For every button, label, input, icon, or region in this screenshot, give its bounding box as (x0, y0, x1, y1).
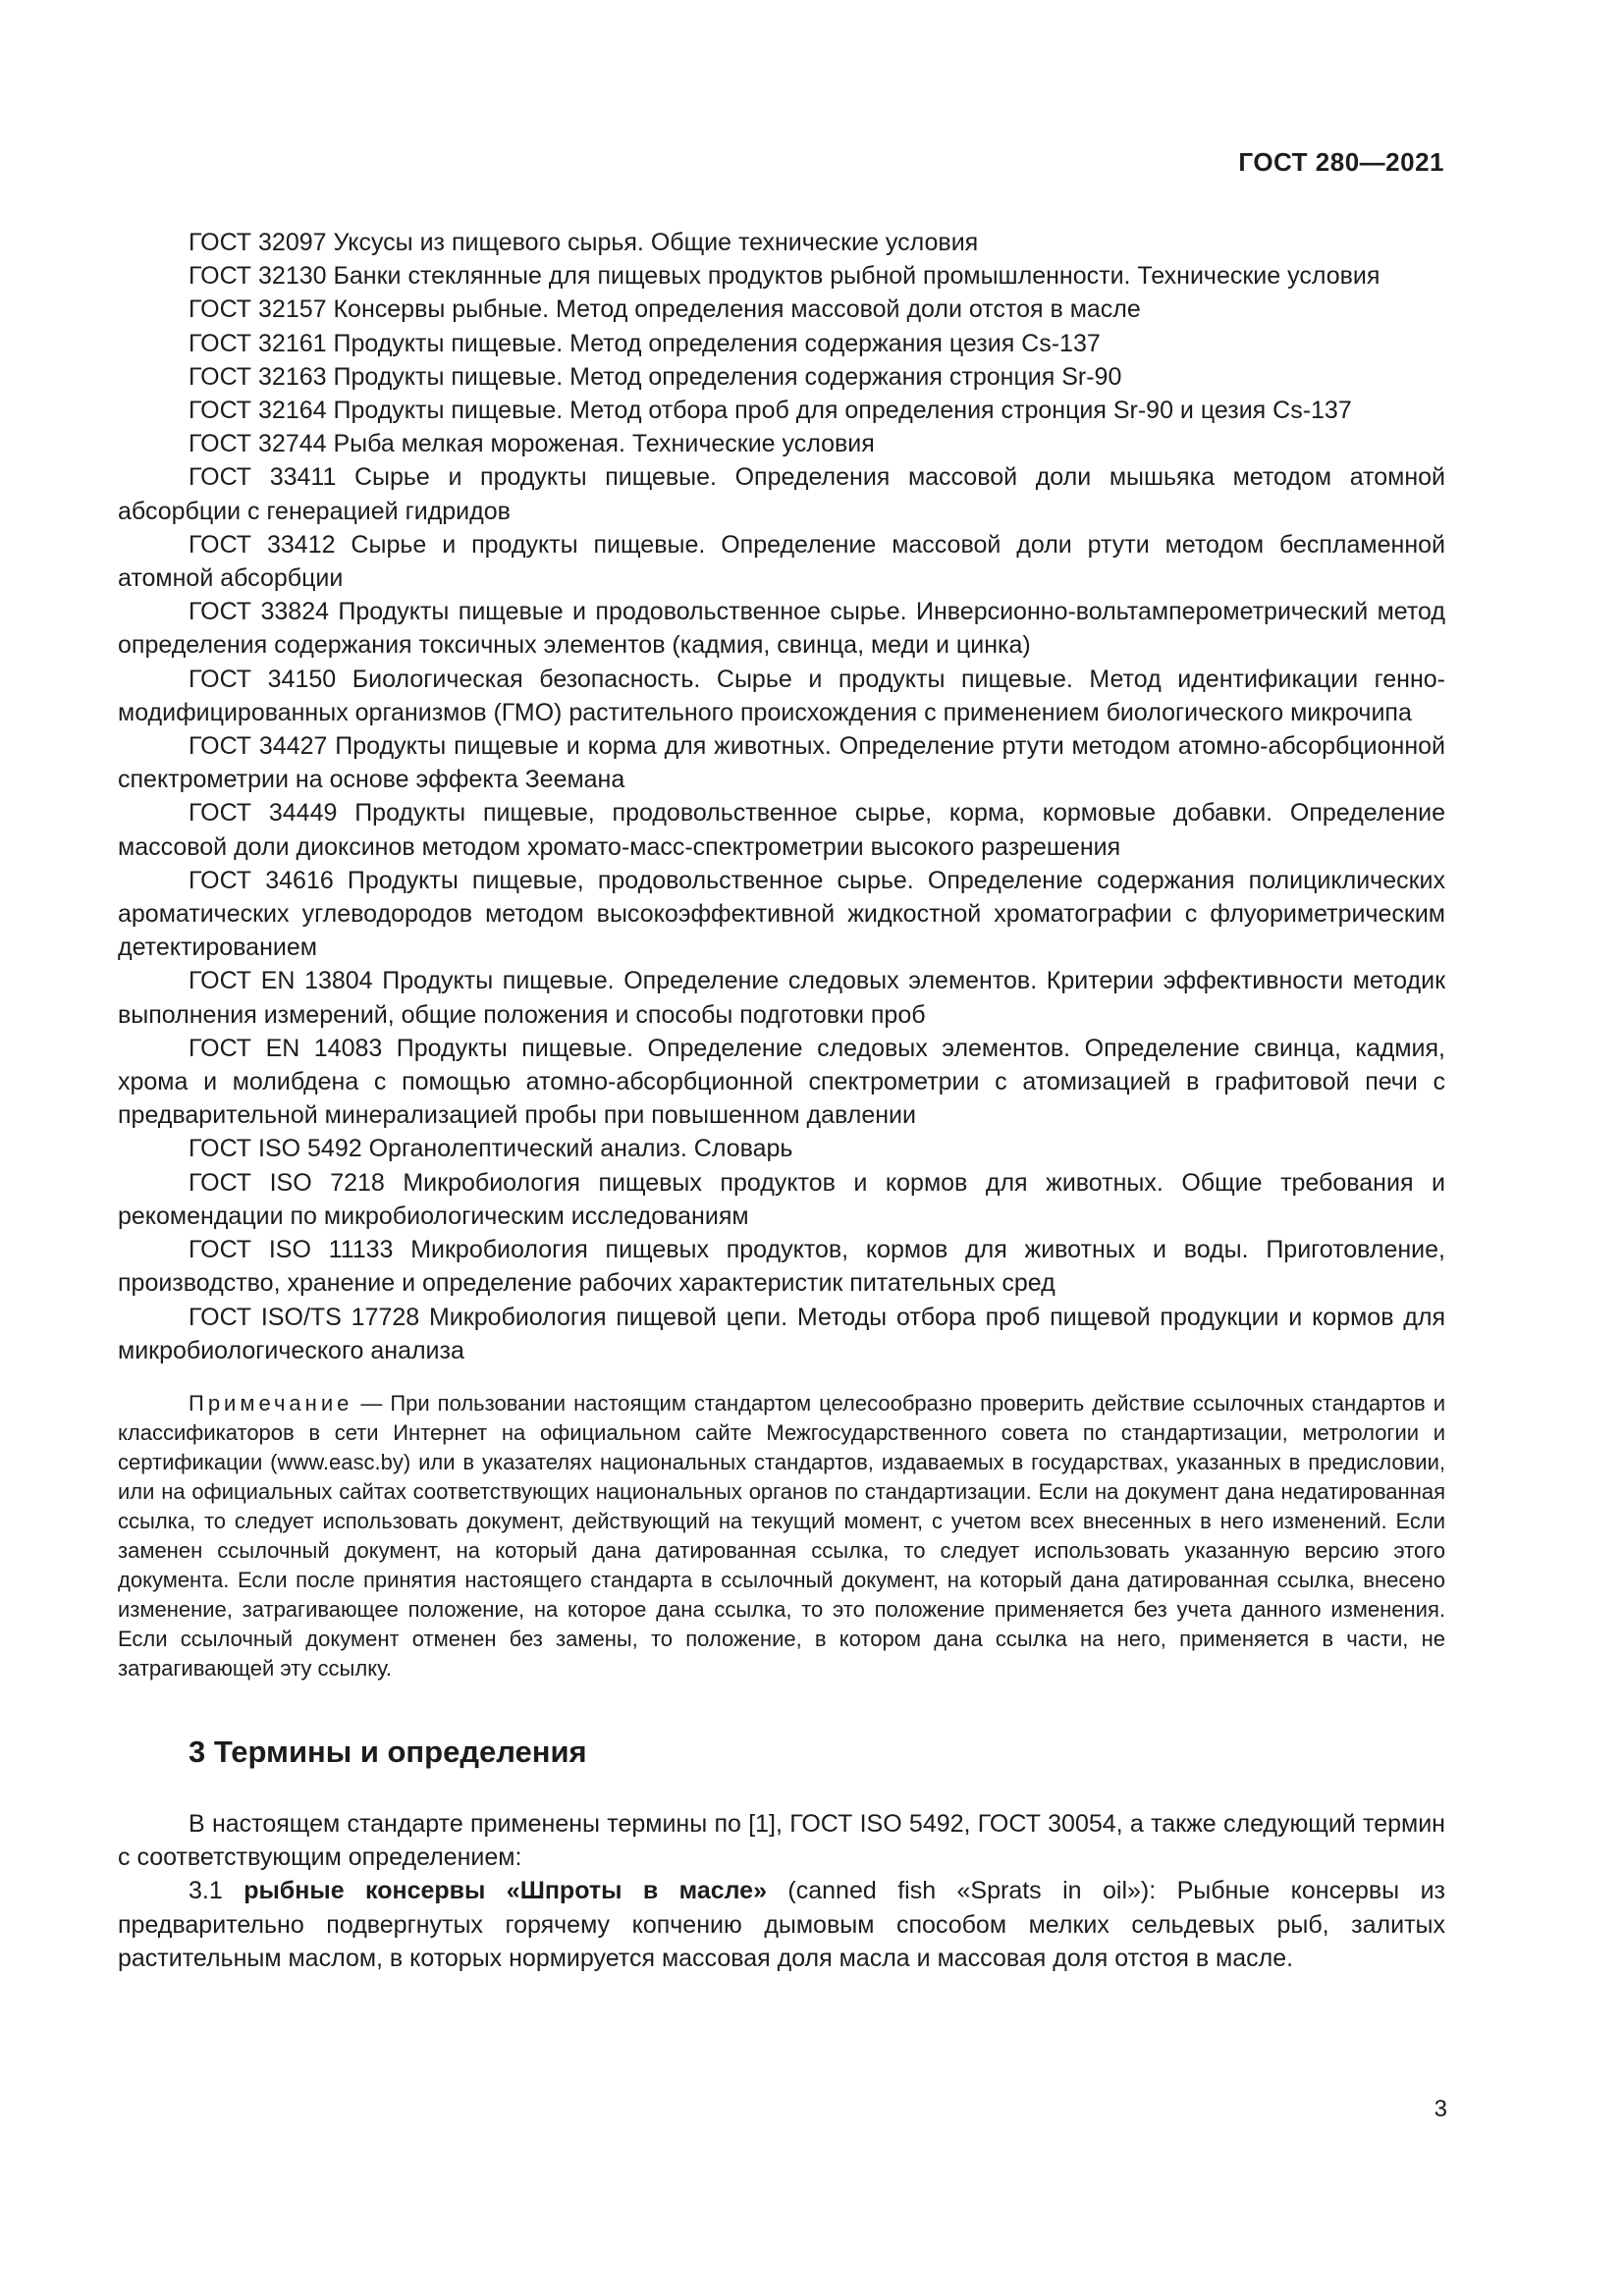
note-label: Примечание (189, 1390, 353, 1415)
page-number: 3 (1434, 2096, 1447, 2122)
terms-intro: В настоящем стандарте применены термины по [1], ГОСТ ISO 5492, ГОСТ 30054, а также следующий термин с соответствующим определением: (118, 1809, 1445, 1872)
reference-item: ГОСТ 32163 Продукты пищевые. Метод определения содержания стронция Sr-90 (189, 362, 1122, 391)
term-name: рыбные консервы «Шпроты в масле» (244, 1877, 767, 1905)
reference-item: ГОСТ 32157 Консервы рыбные. Метод определения массовой доли отстоя в масле (189, 295, 1141, 324)
reference-item: ГОСТ ISO/TS 17728 Микробиология пищевой цепи. Методы отбора проб пищевой продукции и кормов для микробиологического анализа (118, 1303, 1445, 1364)
reference-item: ГОСТ 32161 Продукты пищевые. Метод определения содержания цезия Cs-137 (189, 329, 1101, 357)
reference-item: ГОСТ 32744 Рыба мелкая мороженая. Технические условия (189, 430, 875, 458)
note-paragraph (118, 1389, 1445, 1683)
note-text: — При пользовании настоящим стандартом целесообразно проверить действие ссылочных стандартов и классификаторов в сети Интернет на официальном сайте Межгосударственного совета по стандартизации, метрологии и сертификации (www.easc.by) или в указателях национальных стандартов, издаваемых в государствах, указанных в предисловии, или на официальных сайтах соответствующих национальных органов по стандартизации. Если на документ дана недатированная ссылка, то следует использовать документ, действующий на текущий момент, с учетом всех внесенных в него изменений. Если заменен ссылочный документ, на который дана датированная ссылка, то следует использовать указанную версию этого документа. Если после принятия настоящего стандарта в ссылочный документ, на который дана датированная ссылка, внесено изменение, затрагивающее положение, на которое дана ссылка, то это положение применяется без учета данного изменения. Если ссылочный документ отменен без замены, то положение, в котором дана ссылка на него, применяется в части, не затрагивающей эту ссылку. (118, 1390, 1445, 1681)
reference-item: ГОСТ 32130 Банки стеклянные для пищевых продуктов рыбной промышленности. Технические условия (189, 262, 1380, 291)
term-number: 3.1 (189, 1877, 244, 1905)
term-english: (canned fish «Sprats in oil») (767, 1877, 1150, 1905)
term-definition: : Рыбные консервы из предварительно подвергнутых горячему копчению дымовым способом мелких сельдевых рыб, залитых растительным маслом, в которых нормируется массовая доля масла и массовая доля отстоя в масле. (118, 1877, 1446, 1972)
term-entry (118, 1874, 1445, 1975)
reference-item: ГОСТ 32164 Продукты пищевые. Метод отбора проб для определения стронция Sr-90 и цезия Cs-137 (189, 397, 1352, 425)
terms-section-body (118, 1807, 1445, 1975)
reference-item: ГОСТ 34427 Продукты пищевые и корма для животных. Определение ртути методом атомно-абсорбционной спектрометрии на основе эффекта Зеемана (118, 732, 1445, 794)
reference-item: ГОСТ EN 13804 Продукты пищевые. Определение следовых элементов. Критерии эффективности методик выполнения измерений, общие положения и способы подготовки проб (118, 967, 1445, 1029)
reference-item: ГОСТ 33412 Сырье и продукты пищевые. Определение массовой доли ртути методом беспламенной атомной абсорбции (118, 530, 1445, 593)
reference-item: ГОСТ ISO 11133 Микробиология пищевых продуктов, кормов для животных и воды. Приготовление, производство, хранение и определение рабочих характеристик питательных сред (118, 1236, 1445, 1298)
section-title: 3 Термины и определения (189, 1734, 587, 1769)
reference-item: ГОСТ ISO 7218 Микробиология пищевых продуктов и кормов для животных. Общие требования и рекомендации по микробиологическим исследованиям (118, 1168, 1445, 1230)
reference-item: ГОСТ 34616 Продукты пищевые, продовольственное сырье. Определение содержания полициклических ароматических углеводородов методом высокоэффективной жидкостной хроматографии с флуориметрическим детектированием (118, 866, 1445, 962)
page-content (118, 226, 1445, 1975)
normative-references-list (118, 226, 1445, 1367)
reference-item: ГОСТ 33824 Продукты пищевые и продовольственное сырье. Инверсионно-вольтамперометрический метод определения содержания токсичных элементов (кадмия, свинца, меди и цинка) (118, 598, 1445, 660)
document-header-id: ГОСТ 280—2021 (1238, 147, 1444, 177)
reference-item: ГОСТ ISO 5492 Органолептический анализ. Словарь (189, 1135, 793, 1163)
reference-item: ГОСТ 34449 Продукты пищевые, продовольственное сырье, корма, кормовые добавки. Определение массовой доли диоксинов методом хромато-масс-спектрометрии высокого разрешения (118, 799, 1445, 861)
reference-item: ГОСТ 32097 Уксусы из пищевого сырья. Общие технические условия (189, 229, 979, 256)
reference-item: ГОСТ EN 14083 Продукты пищевые. Определение следовых элементов. Определение свинца, кадмия, хрома и молибдена с помощью атомно-абсорбционной спектрометрии с атомизацией в графитовой печи с предварительной минерализацией пробы при повышенном давлении (118, 1034, 1445, 1130)
reference-item: ГОСТ 33411 Сырье и продукты пищевые. Определения массовой доли мышьяка методом атомной абсорбции с генерацией гидридов (118, 463, 1445, 525)
reference-item: ГОСТ 34150 Биологическая безопасность. Сырье и продукты пищевые. Метод идентификации генно-модифицированных организмов (ГМО) растительного происхождения с применением биологического микрочипа (118, 665, 1445, 726)
